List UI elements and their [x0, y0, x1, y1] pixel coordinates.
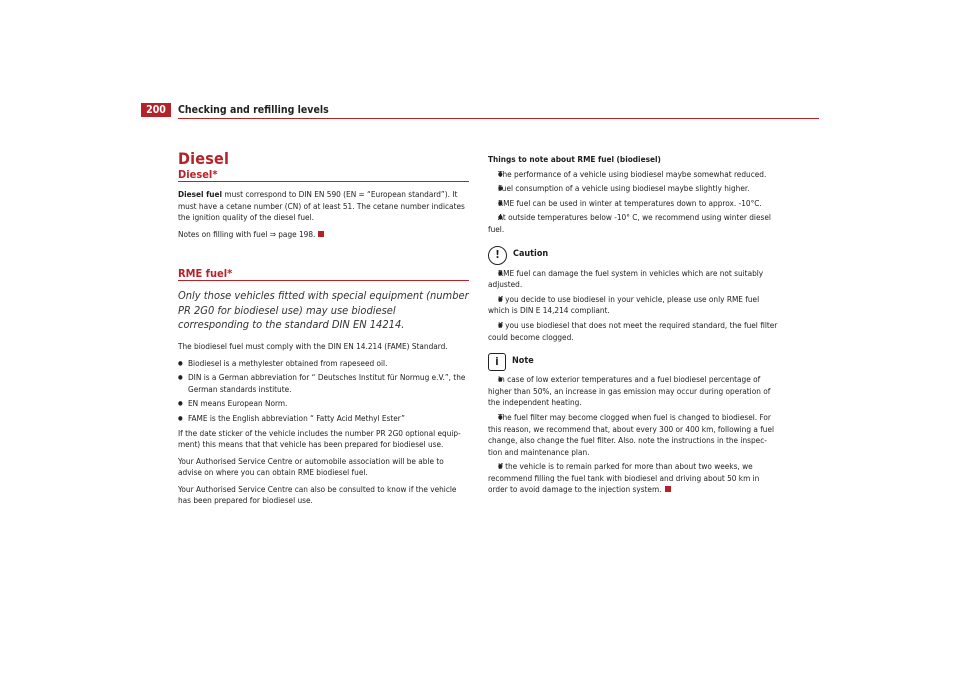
note-icon: i	[488, 353, 506, 371]
caution-label: Caution	[513, 249, 549, 260]
rme-intro: Only those vehicles fitted with special equipment (number PR 2G0 for biodiesel use) may use biodiesel corresponding to the standard DIN EN 14214.	[178, 289, 469, 332]
end-mark-icon	[665, 486, 671, 492]
list-item: ● FAME is the English abbreviation “ Fatty Acid Methyl Ester”	[178, 413, 469, 425]
fuel-notes-text: Notes on filling with fuel ⇒ page 198.	[178, 228, 316, 239]
rme-paragraph-4: Your Authorised Service Centre can also be consulted to know if the vehicle has been prepared for biodiesel use.	[178, 483, 457, 506]
list-item: ● RME fuel can damage the fuel system in vehicles which are not suitably adjusted.	[488, 268, 778, 291]
list-item: ● Fuel consumption of a vehicle using biodiesel maybe slightly higher.	[488, 183, 778, 195]
list-item: ● If you use biodiesel that does not meet the required standard, the fuel filter could become clogged.	[488, 320, 778, 343]
list-item: ● The performance of a vehicle using biodiesel maybe somewhat reduced.	[488, 169, 778, 181]
list-item: ● The fuel filter may become clogged when fuel is changed to biodiesel. For this reason, we recommend that, about every 300 or 400 km, following a fuel change, also change the fuel filter. Also. note the instructions in the inspec-tion and maintenance plan.	[488, 412, 778, 458]
rme-paragraph-1: The biodiesel fuel must comply with the DIN EN 14.214 (FAME) Standard.	[178, 340, 448, 351]
header-rule	[178, 118, 819, 119]
list-item: ● EN means European Norm.	[178, 398, 469, 410]
list-item: ● If you decide to use biodiesel in your vehicle, please use only RME fuel which is DIN E 14,214 compliant.	[488, 294, 778, 317]
diesel-paragraph	[178, 189, 469, 224]
running-title: Checking and refilling levels	[178, 104, 329, 116]
list-item: ● In case of low exterior temperatures and a fuel biodiesel percentage of higher than 50%, an increase in gas emission may occur during operation of the independent heating.	[488, 374, 778, 409]
diesel-fuel-term: Diesel fuel	[178, 189, 223, 200]
diesel-paragraph-text: must correspond to DIN EN 590 (EN = “European standard”). It must have a cetane number (CN) of at least 51. The cetane number indicates the ignition quality of the diesel fuel.	[178, 189, 465, 223]
chapter-title: Diesel	[178, 149, 230, 168]
list-item: ● RME fuel can be used in winter at temperatures down to approx. -10°C.	[488, 198, 778, 210]
fuel-notes-link[interactable]	[178, 229, 469, 241]
note-label: Note	[512, 356, 534, 367]
list-item: ● Biodiesel is a methylester obtained from rapeseed oil.	[178, 358, 469, 370]
left-column	[178, 149, 469, 512]
page-number: 200	[141, 103, 171, 117]
right-column	[488, 154, 778, 499]
section-heading-rme: RME fuel*	[178, 268, 469, 282]
note-header	[488, 353, 778, 371]
things-heading: Things to note about RME fuel (biodiesel)	[488, 154, 661, 164]
list-item	[488, 461, 778, 496]
caution-header	[488, 246, 778, 265]
rme-paragraph-3: Your Authorised Service Centre or automobile association will be able to advise on where you can obtain RME biodiesel fuel.	[178, 455, 444, 478]
rme-paragraph-2: If the date sticker of the vehicle includes the number PR 2G0 optional equip-ment) this means that that vehicle has been prepared for biodiesel use.	[178, 427, 461, 450]
list-item: ● At outside temperatures below -10° C, we recommend using winter diesel fuel.	[488, 212, 778, 235]
caution-icon: !	[488, 246, 507, 265]
note-item-text: If the vehicle is to remain parked for more than about two weeks, we recommend filling the fuel tank with biodiesel and driving about 50 km in order to avoid damage to the injection system.	[488, 461, 760, 495]
section-heading-diesel: Diesel*	[178, 169, 469, 183]
end-mark-icon	[318, 231, 324, 237]
list-item: ● DIN is a German abbreviation for “ Deutsches Institut für Normug e.V.”, the German standards institute.	[178, 372, 469, 395]
